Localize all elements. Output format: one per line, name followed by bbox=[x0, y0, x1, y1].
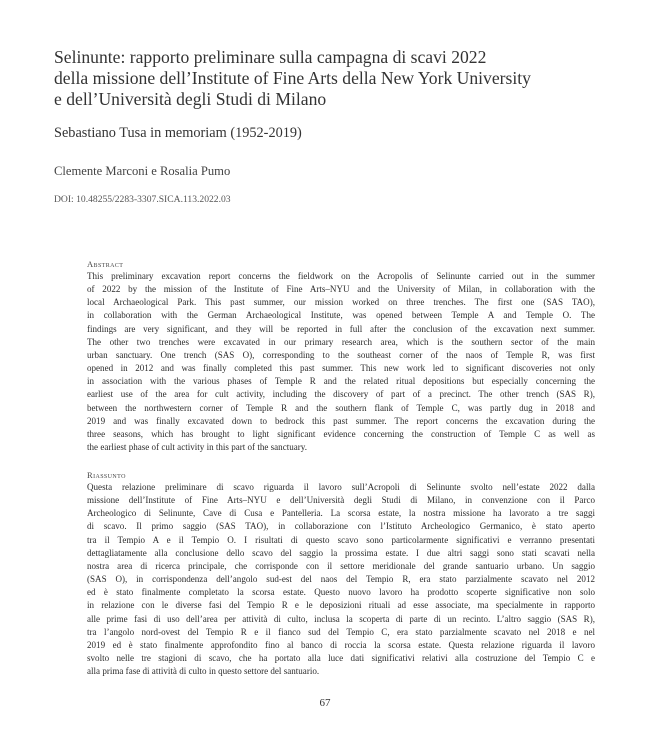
text-line: The other two trenches were excavated in our primary research area, which is the southern sector of the main bbox=[87, 336, 595, 347]
text-line: in collaboration with the German Archaeological Institute, was opened between Temple A and Temple O. The bbox=[87, 310, 595, 321]
text-line: of 2022 by the mission of the Institute of Fine Arts–NYU and the University of Milan, in collaboration with the bbox=[87, 284, 595, 295]
text-line: Questa relazione preliminare di scavo riguarda il lavoro sull’Acropoli di Selinunte svolto nell’estate 2022 dalla bbox=[87, 482, 595, 492]
text-line: opened in 2012 and was finally completed this past summer. This new work led to significant discoveries not only bbox=[87, 363, 595, 374]
text-line: urban sanctuary. One trench (SAS O), corresponding to the southeast corner of the naos of Temple R, was first bbox=[87, 349, 595, 360]
dedication: Sebastiano Tusa in memoriam (1952-2019) bbox=[54, 125, 302, 141]
abstract-heading: Abstract bbox=[87, 259, 124, 269]
text-line: (SAS O), in corrispondenza dell’angolo sud-est del naos del Tempio R, era stato parzialmente scavato nel 2012 bbox=[87, 574, 595, 585]
text-line: in relazione con le diverse fasi del Tempio R e le deposizioni rituali ad esse associate, ma specialmente in rapporto bbox=[87, 600, 595, 611]
text-line: findings are very significant, and they will be reported in full after the conclusion of the excavation next summer. bbox=[87, 323, 595, 334]
text-line: 2019 ed è stato finalmente approfondito fino al banco di roccia la scorsa estate. Questa relazione riguarda il lavoro bbox=[87, 639, 595, 650]
text-line: 2019 and was finally excavated down to bedrock this past summer. The report concerns the excavation during the bbox=[87, 415, 595, 426]
authors: Clemente Marconi e Rosalia Pumo bbox=[54, 164, 231, 178]
text-line: earliest use of the area for cult activity, including the discovery of part of a precinct. The other trench (SAS R), bbox=[87, 389, 595, 400]
article-title bbox=[54, 47, 614, 110]
text-line: Archeologico di Selinunte, Cave di Cusa e Pantelleria. La scorsa estate, la nostra missione ha lavorato a tre saggi bbox=[87, 508, 595, 519]
text-line: tra l’angolo nord-ovest del Tempio R e il fianco sud del Tempio C, era stato parzialmente scavato nel 2018 e nel bbox=[87, 626, 595, 637]
title-line: Selinunte: rapporto preliminare sulla campagna di scavi 2022 bbox=[54, 47, 487, 67]
title-line: e dell’Università degli Studi di Milano bbox=[54, 89, 327, 109]
text-line: svolto nelle tre stagioni di scavo, che ha portato alla luce dati significativi relativi alla costruzione del Tempio C e bbox=[87, 653, 595, 664]
text-line: alla prima fase di attività di culto in questo settore del santuario. bbox=[87, 666, 320, 677]
page-number: 67 bbox=[319, 697, 331, 709]
text-line: in association with the various phases of Temple R and the related ritual depositions but especially concerning the bbox=[87, 376, 595, 387]
abstract-body bbox=[87, 270, 595, 454]
riassunto-body bbox=[87, 481, 595, 678]
doi: DOI: 10.48255/2283-3307.SICA.113.2022.03 bbox=[54, 194, 231, 205]
text-line: nostra area di ricerca principale, che corrisponde con il settore meridionale del grande santuario urbano. Un saggio bbox=[87, 560, 595, 571]
title-line: della missione dell’Institute of Fine Arts della New York University bbox=[54, 68, 531, 88]
text-line: tra il Tempio A e il Tempio O. I risultati di questo scavo sono particolarmente significativi e verranno presentati bbox=[87, 534, 595, 545]
text-line: This preliminary excavation report concerns the fieldwork on the Acropolis of Selinunte carried out in the summer bbox=[87, 271, 595, 281]
text-line: di scavo. Il primo saggio (SAS TAO), in collaborazione con l’Istituto Archeologico Germanico, è stato aperto bbox=[87, 521, 595, 532]
text-line: ed è stato finalmente completato la scorsa estate. Questo nuovo lavoro ha prodotto scoperte significative non solo bbox=[87, 587, 595, 598]
text-line: between the northwestern corner of Temple R and the southern flank of Temple C, was partly dug in 2018 and bbox=[87, 402, 595, 413]
text-line: the earliest phase of cult activity in this part of the sanctuary. bbox=[87, 442, 307, 453]
text-line: three seasons, which has brought to light significant evidence concerning the construction of Temple C as well as bbox=[87, 428, 595, 439]
riassunto-heading: Riassunto bbox=[87, 470, 126, 480]
text-line: local Archaeological Park. This past summer, our mission worked on three trenches. The first one (SAS TAO), bbox=[87, 297, 595, 308]
text-line: missione dell’Institute of Fine Arts–NYU e dell’Università degli Studi di Milano, in convenzione con il Parco bbox=[87, 495, 595, 506]
text-line: alle prime fasi di uso dell’area per attività di culto, inclusa la scoperta di parte di un recinto. L’altro saggio (SAS R), bbox=[87, 613, 595, 624]
text-line: dettagliatamente alla conclusione dello scavo del saggio la prossima estate. I due altri saggi sono stati scavati nella bbox=[87, 547, 595, 558]
